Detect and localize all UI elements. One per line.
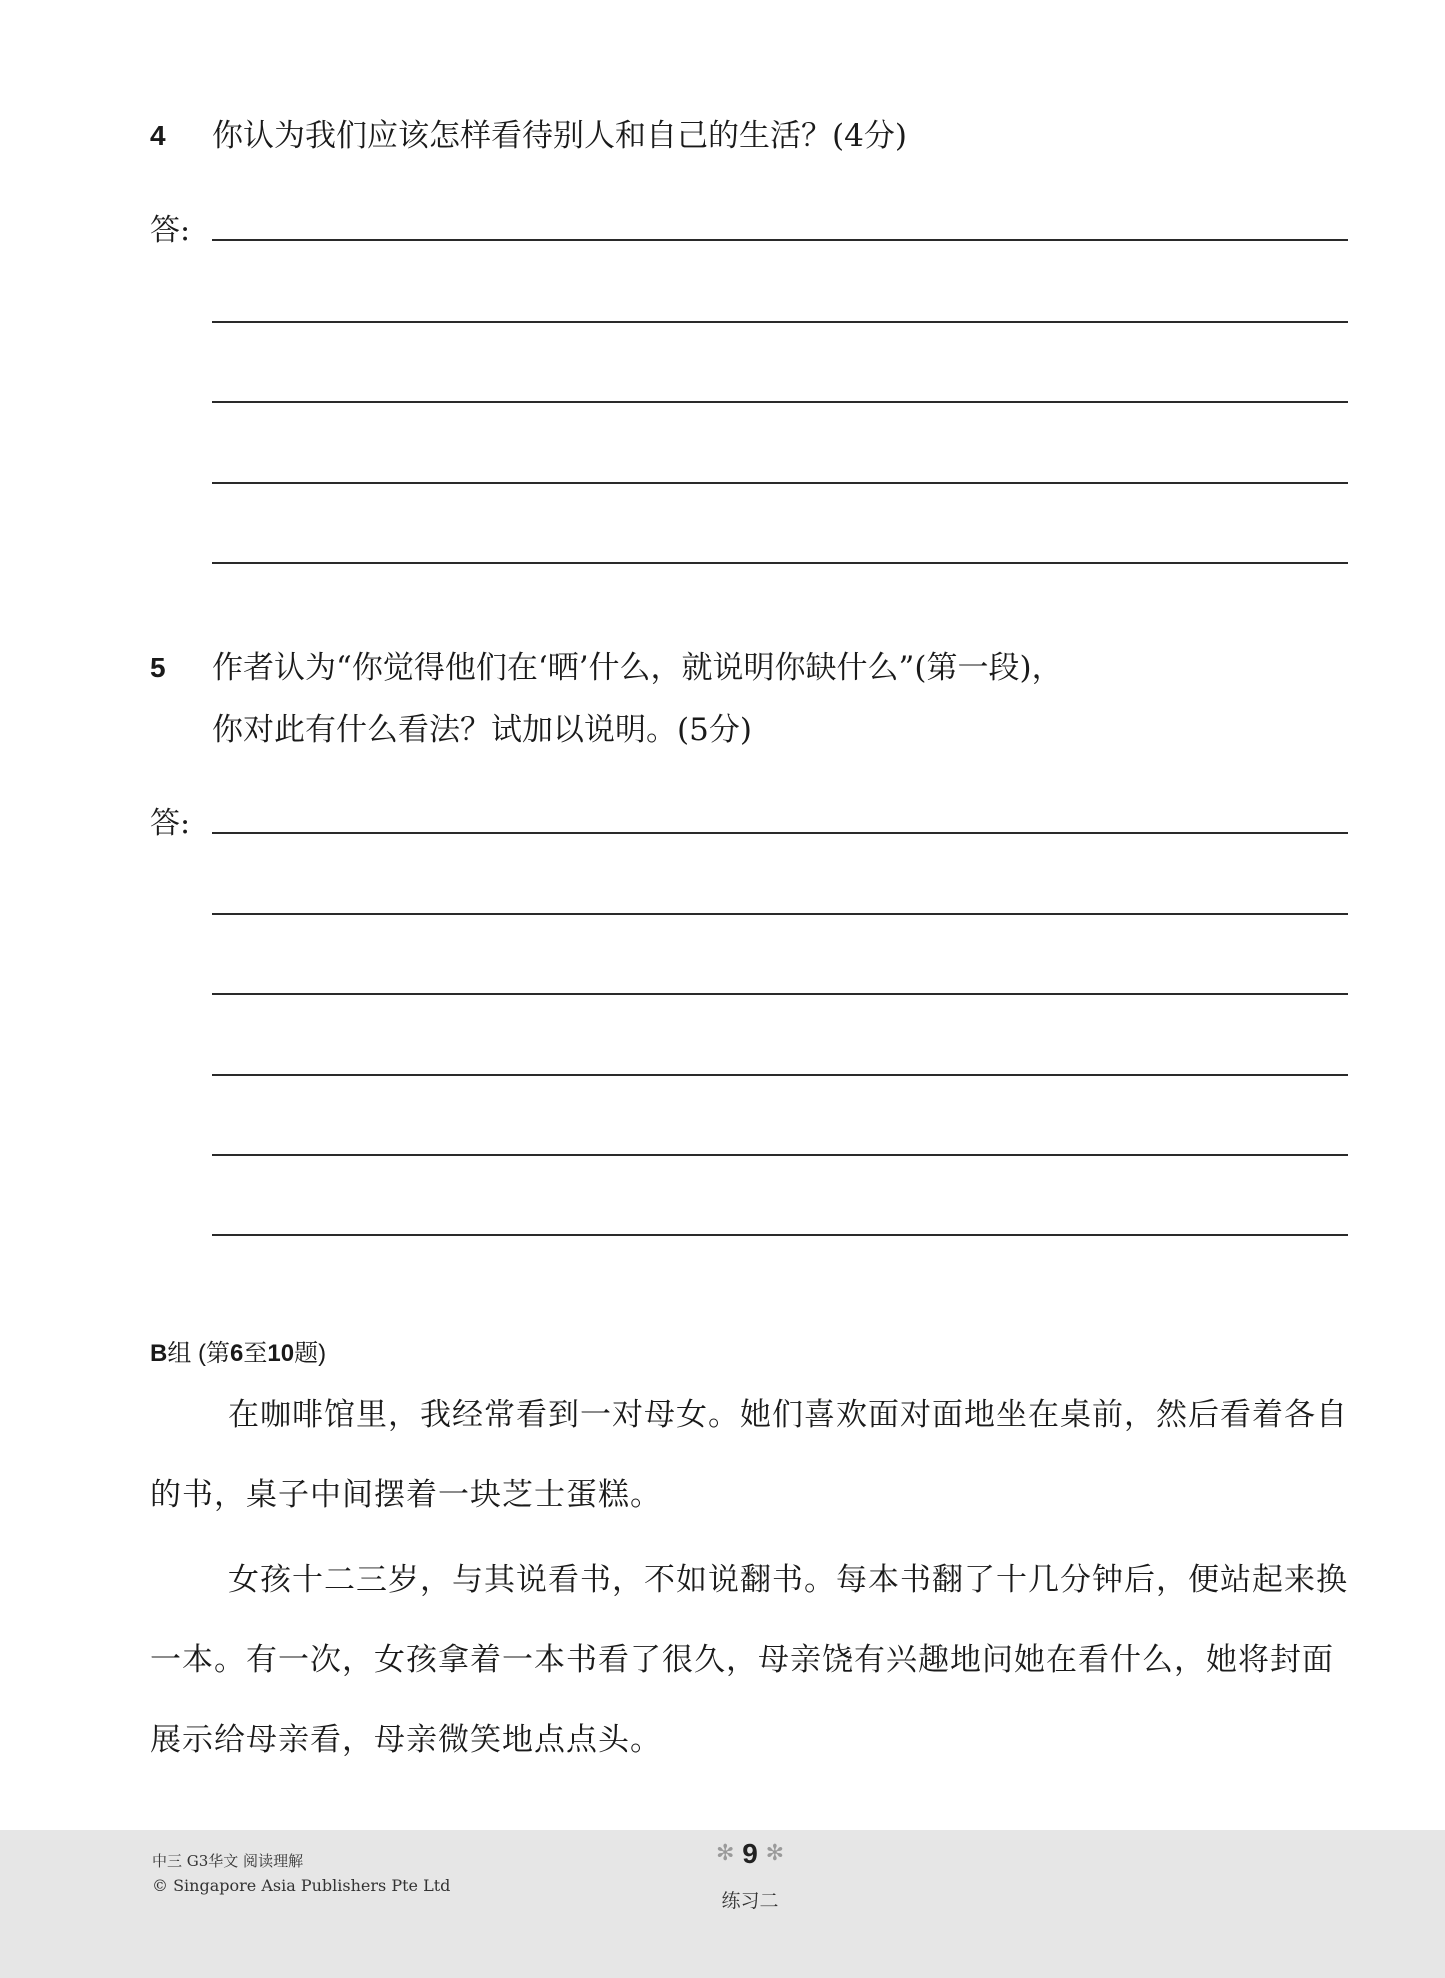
page-number-block: [700, 1838, 800, 1870]
star-icon: ✻: [715, 1840, 735, 1865]
section-label: 组 (第: [167, 1340, 231, 1367]
page-number: 9: [742, 1838, 758, 1869]
question-text-line-2: 你对此有什么看法？试加以说明。(5分): [212, 712, 752, 748]
answer-label: 答:: [150, 213, 191, 248]
answer-line[interactable]: [212, 993, 1348, 995]
copyright: © Singapore Asia Publishers Pte Ltd: [152, 1876, 451, 1895]
page-footer: [0, 1830, 1445, 1978]
answer-line[interactable]: [212, 562, 1348, 564]
section-from: 6: [230, 1340, 244, 1367]
star-icon: ✻: [765, 1840, 784, 1865]
section-to: 10: [267, 1340, 295, 1367]
passage-paragraph-2: 女孩十二三岁，与其说看书，不如说翻书。每本书翻了十几分钟后，便站起来换一本。有一次，女孩拿着一本书看了很久，母亲饶有兴趣地问她在看什么，她将封面展示给母亲看，母亲微笑地点点头。: [150, 1562, 1348, 1758]
answer-line[interactable]: [212, 482, 1348, 484]
answer-line[interactable]: [212, 239, 1348, 241]
question-number: 5: [150, 652, 166, 683]
book-title: 中三 G3华文 阅读理解: [152, 1852, 304, 1870]
section-letter: B: [150, 1340, 168, 1367]
question-text-line-1: 作者认为“你觉得他们在‘晒’什么，就说明你缺什么”(第一段)，: [212, 650, 1063, 686]
question-text: 你认为我们应该怎样看待别人和自己的生活？(4分): [212, 118, 907, 154]
answer-line[interactable]: [212, 832, 1348, 834]
exercise-label: 练习二: [721, 1890, 779, 1912]
section-suffix: 题): [294, 1340, 327, 1367]
question-number: 4: [150, 120, 166, 151]
section-heading: [150, 1333, 326, 1368]
answer-line[interactable]: [212, 1074, 1348, 1076]
section-to-word: 至: [243, 1340, 268, 1367]
answer-line[interactable]: [212, 1154, 1348, 1156]
answer-line[interactable]: [212, 913, 1348, 915]
answer-label: 答:: [150, 806, 191, 841]
answer-line[interactable]: [212, 401, 1348, 403]
answer-line[interactable]: [212, 321, 1348, 323]
passage-paragraph-1: 在咖啡馆里，我经常看到一对母女。她们喜欢面对面地坐在桌前，然后看着各自的书，桌子中间摆着一块芝士蛋糕。: [150, 1397, 1348, 1513]
answer-line[interactable]: [212, 1234, 1348, 1236]
